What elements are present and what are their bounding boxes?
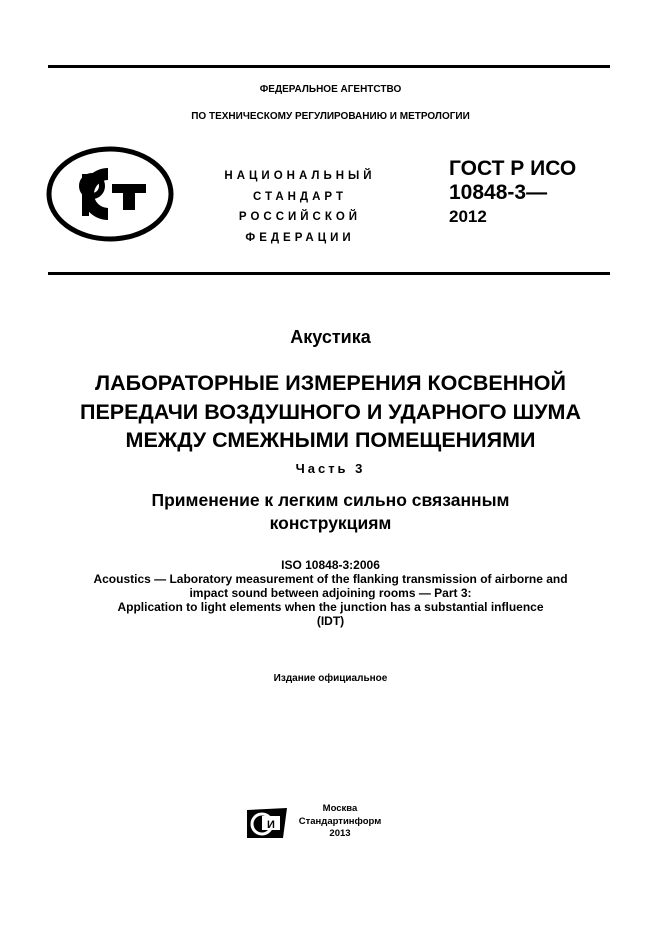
part-label: Часть 3 bbox=[295, 461, 366, 476]
iso-line: Acoustics — Laboratory measurement of the flanking transmission of airborne and bbox=[93, 572, 568, 586]
standard-type-line: ФЕДЕРАЦИИ bbox=[245, 231, 355, 244]
top-rule bbox=[48, 65, 610, 68]
standard-designation bbox=[449, 157, 576, 229]
header-rule bbox=[48, 272, 610, 275]
part-title bbox=[0, 489, 661, 535]
subject: Акустика bbox=[290, 327, 371, 347]
designation-year: 2012 bbox=[449, 207, 487, 226]
part-title-line: Применение к легким сильно связанным bbox=[151, 490, 510, 510]
iso-line: impact sound between adjoining rooms — Part 3: bbox=[189, 586, 472, 600]
part-title-line: конструкциям bbox=[269, 513, 392, 533]
designation-line: ГОСТ Р ИСО bbox=[449, 157, 577, 180]
iso-line: ISO 10848-3:2006 bbox=[281, 558, 380, 572]
agency-line-1: ФЕДЕРАЛЬНОЕ АГЕНТСТВО bbox=[259, 84, 402, 95]
standard-type-line: НАЦИОНАЛЬНЫЙ bbox=[224, 170, 376, 182]
main-title bbox=[0, 369, 661, 455]
publisher-city: Москва bbox=[322, 803, 358, 814]
main-title-line: ЛАБОРАТОРНЫЕ ИЗМЕРЕНИЯ КОСВЕННОЙ bbox=[95, 371, 566, 395]
iso-reference bbox=[0, 558, 661, 628]
standard-type-line: РОССИЙСКОЙ bbox=[238, 211, 362, 223]
main-title-line: МЕЖДУ СМЕЖНЫМИ ПОМЕЩЕНИЯМИ bbox=[125, 428, 536, 452]
designation-line: 10848-3— bbox=[449, 181, 548, 204]
standard-type-line: СТАНДАРТ bbox=[253, 190, 347, 203]
standard-type bbox=[200, 166, 400, 248]
publisher-info bbox=[295, 803, 385, 841]
publisher-name: Стандартинформ bbox=[298, 815, 382, 827]
publisher-year: 2013 bbox=[329, 828, 351, 839]
iso-line: Application to light elements when the junction has a substantial influence bbox=[117, 600, 544, 614]
iso-line: (IDT) bbox=[316, 614, 345, 628]
svg-text:И: И bbox=[267, 819, 275, 831]
rst-logo-icon bbox=[46, 146, 174, 242]
main-title-line: ПЕРЕДАЧИ ВОЗДУШНОГО И УДАРНОГО ШУМА bbox=[80, 399, 581, 424]
agency-line-2: ПО ТЕХНИЧЕСКОМУ РЕГУЛИРОВАНИЮ И МЕТРОЛОГИИ bbox=[191, 111, 470, 122]
edition-note: Издание официальное bbox=[273, 673, 388, 684]
standartinform-logo-icon bbox=[245, 806, 291, 840]
